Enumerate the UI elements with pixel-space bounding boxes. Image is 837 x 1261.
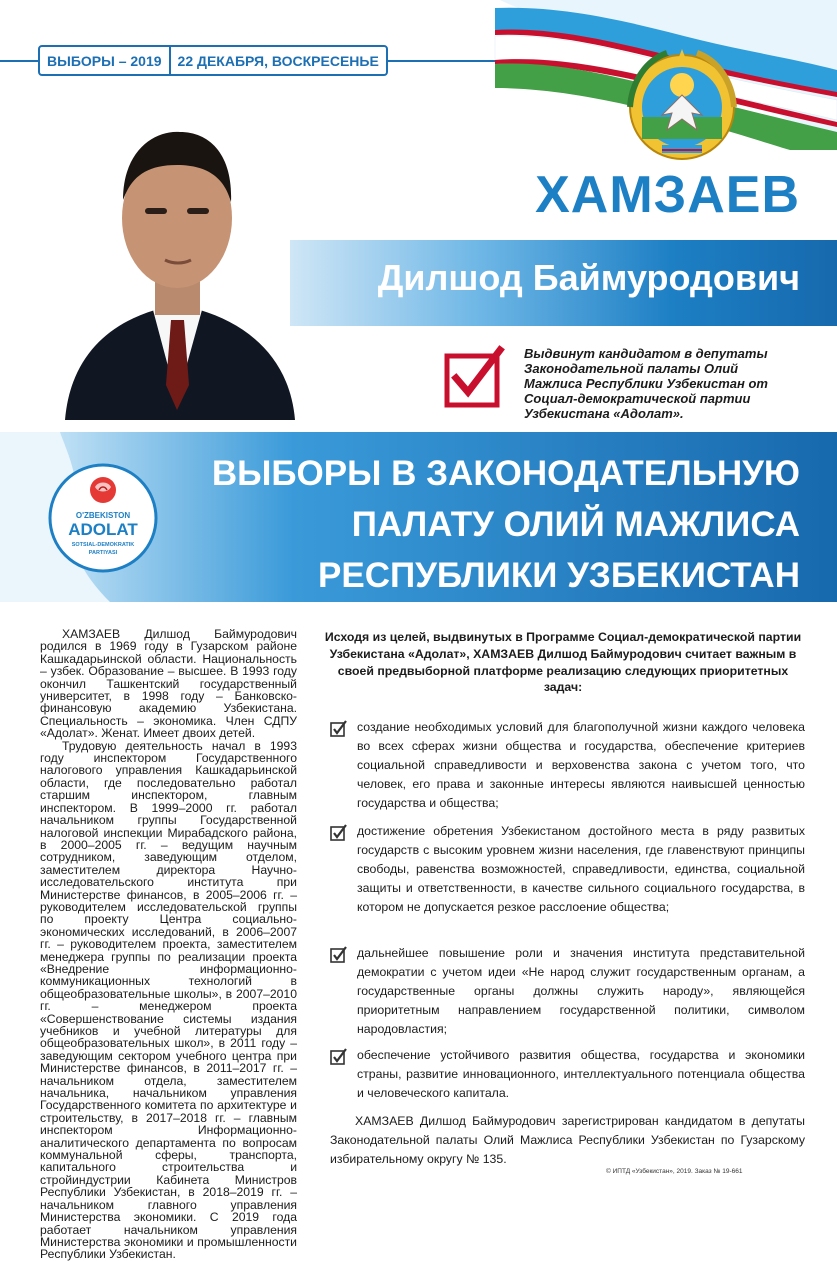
platform-task-text: дальнейшее повышение роли и значения института представительной демократии с учетом идеи «Не народ служит государственным органам, а государственные органы должны служить народу», являющейся приоритетным направлением государственной политики, символом народовластия; — [357, 946, 805, 1036]
candidate-given-names: Дилшод Баймуродович — [377, 257, 800, 298]
biography-paragraph-1: ХАМЗАЕВ Дилшод Баймуродович родился в 1969 году в Гузарском районе Кашкадарьинской области. Национальность – узбек. Образование – высшее. В 1993 году окончил Ташкентский государственный университет, в 1998 году – Банковско-финансовую академию Узбекистана. Специальность – экономика. Член СДПУ «Адолат». Женат. Имеет двоих детей. — [40, 627, 297, 741]
checkbox-checked-icon — [330, 946, 347, 963]
platform-task — [330, 1046, 805, 1103]
state-emblem-icon — [622, 45, 742, 165]
platform-task-text: достижение обретения Узбекистаном достойного места в ряду развитых государств с высоким уровнем жизни населения, где главенствуют принципы свободы, равенства возможностей, справедливости, единства, социальной защиты и ответственности, в качестве сильного социального государства, в котором не допускается резкое расслоение общества; — [357, 824, 805, 914]
election-title — [190, 448, 800, 601]
election-date: 22 ДЕКАБРЯ, ВОСКРЕСЕНЬЕ — [177, 52, 379, 69]
title-line-3: РЕСПУБЛИКИ УЗБЕКИСТАН — [318, 556, 800, 595]
platform-task — [330, 718, 805, 813]
candidate-biography — [40, 628, 297, 1261]
checkmark-box-icon — [444, 348, 504, 408]
print-imprint: © ИПТД «Узбекистан», 2019. Заказ № 19-661 — [606, 1168, 743, 1175]
logo-bottom-line-2: PARTIYASI — [88, 550, 118, 556]
rose-icon — [90, 477, 116, 503]
candidate-surname: ХАМЗАЕВ — [535, 166, 800, 224]
checkbox-checked-icon — [330, 720, 347, 737]
adolat-party-logo — [48, 463, 158, 573]
platform-task — [330, 944, 805, 1039]
nominee-statement: Выдвинут кандидатом в депутаты Законодательной палаты Олий Мажлиса Республики Узбекистан от Социал-демократической партии Узбекистана «Адолат». — [524, 346, 768, 421]
election-badge — [38, 45, 388, 76]
elections-label: ВЫБОРЫ – 2019 — [47, 52, 162, 69]
logo-bottom-line-1: SOTSIAL-DEMOKRATIK — [71, 542, 135, 548]
platform-intro: Исходя из целей, выдвинутых в Программе Социал-демократической партии Узбекистана «Адолат», ХАМЗАЕВ Дилшод Баймуродович считает важным в своей предвыборной платформе реализацию следующих приоритетных задач: — [324, 630, 802, 695]
logo-top-text: O'ZBEKISTON — [75, 511, 131, 520]
biography-paragraph-2: Трудовую деятельность начал в 1993 году инспектором Государственного налогового управления Кашкадарьинской области, где последовательно работал старшим инспектором, главным инспектором. В 1999–2000 гг. работал начальником группы Государственной налоговой инспекции Мирабадского района, в 2000–2005 гг. – ведущим научным сотрудником, заведующим отделом, заместителем директора Научно-исследовательского института при Министерстве финансов, в 2005–2006 гг. – руководителем исследовательской группы по проекту Центра социально-экономических исследований, в 2006–2007 гг. – руководителем проекта, заместителем менеджера группы по реализации проекта «Внедрение информационно-коммуникационных технологий в общеобразовательные школы», в 2007–2010 гг. – менеджером проекта «Совершенствование системы издания учебников и учебной литературы для общеобразовательных школ», в 2011 году – заведующим сектором учебного центра при Министерстве финансов, в 2011–2017 гг. – начальником отдела, заместителем начальника, начальником управления Государственного комитета по архитектуре и строительству, в 2017–2018 гг. – главным инспектором Информационно-аналитического департамента по вопросам коммунальной сферы, транспорта, капитального строительства и стройиндустрии Кабинета Министров Республики Узбекистан, в 2018–2019 гг. – начальником главного управления Министерства экономики. С 2019 года работает начальником управления Министерства экономики и промышленности Республики Узбекистан. — [40, 738, 297, 1261]
platform-task — [330, 822, 805, 917]
candidate-portrait — [45, 110, 310, 420]
platform-task-text: обеспечение устойчивого развития общества, государства и экономики страны, развитие инновационного, интеллектуального потенциала общества и человеческого капитала. — [357, 1048, 805, 1100]
checkbox-checked-icon — [330, 1048, 347, 1065]
title-line-1: ВЫБОРЫ В ЗАКОНОДАТЕЛЬНУЮ — [211, 454, 800, 493]
title-line-2: ПАЛАТУ ОЛИЙ МАЖЛИСА — [351, 505, 800, 544]
checkbox-checked-icon — [330, 824, 347, 841]
registration-statement: ХАМЗАЕВ Дилшод Баймуродович зарегистрирован кандидатом в депутаты Законодательной палаты Олий Мажлиса Республики Узбекистан по Гузарскому избирательному округу № 135. — [330, 1114, 805, 1166]
logo-name: ADOLAT — [68, 520, 138, 539]
platform-task-text: создание необходимых условий для благополучной жизни каждого человека во всех сферах жизни общества и государства, обеспечение критериев социальной справедливости и верховенства закона с учетом того, что человек, его права и законные интересы являются наивысшей ценностью государства и общества; — [357, 720, 805, 810]
